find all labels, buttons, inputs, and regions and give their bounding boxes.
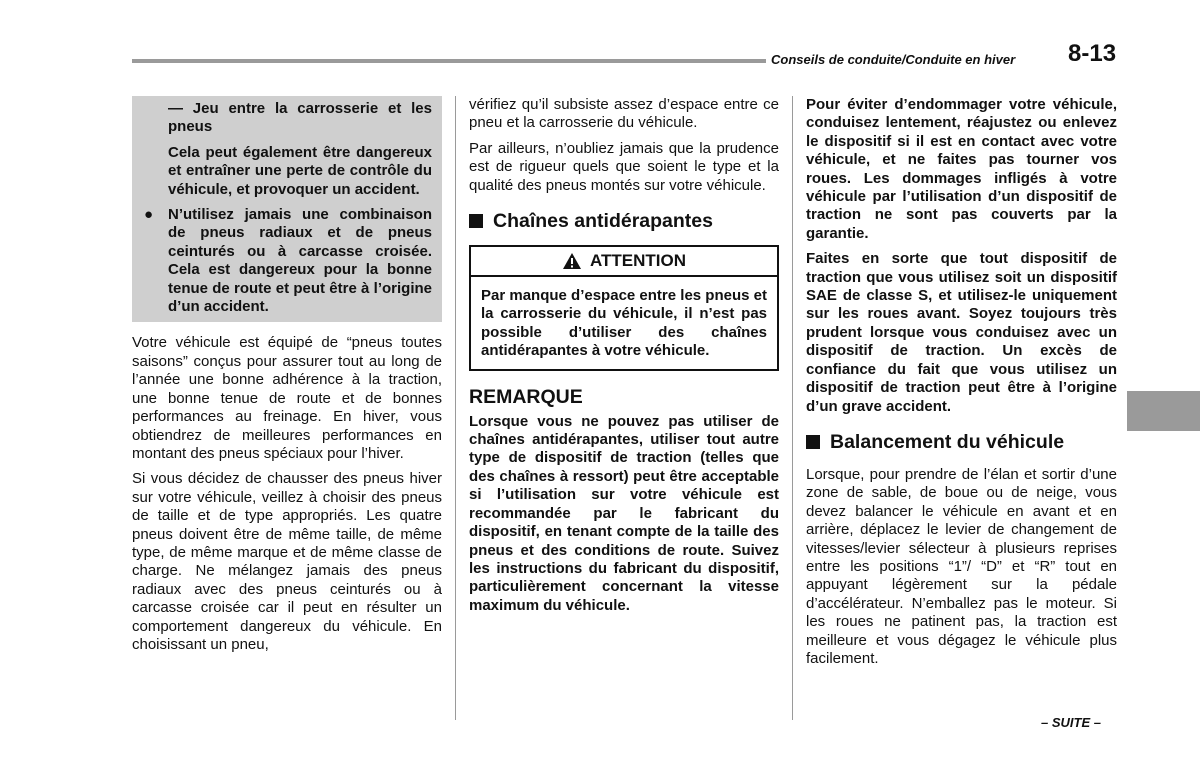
attention-text: Par manque d’espace entre les pneus et la carrosserie du véhicule, il n’est pas possible d’utiliser des chaînes antidérapantes à votre véhicule.	[481, 287, 767, 360]
column-divider-2	[792, 96, 793, 720]
note-title: REMARQUE	[469, 385, 583, 408]
section-heading-text: Chaînes antidérapantes	[493, 210, 713, 233]
header-section-title: Conseils de conduite/Conduite en hiver	[771, 52, 1016, 67]
box-heading: — Jeu entre la carrosserie et les pneus	[168, 100, 432, 136]
page-number: 8-13	[1068, 40, 1117, 67]
attention-header	[471, 247, 777, 277]
attention-box	[469, 245, 779, 371]
section-heading-text: Balancement du véhicule	[830, 430, 1065, 453]
bold-paragraph: Pour éviter d’endommager votre véhicule, conduisez lentement, réajustez ou enlevez le dispositif si il est en contact avec votre véhicule, et ne faites pas tourner vos roues. Les dommages infligés à votre véhicule par l’utilisation d’un dispositif de traction ne sont pas couverts par la garantie.	[806, 96, 1117, 242]
header-rule	[132, 59, 766, 63]
body-paragraph: Lorsque, pour prendre de l’élan et sortir d’une zone de sable, de boue ou de neige, vous devez balancer le véhicule en avant et en arrière, déplacez le levier de changement de vitesses/levier sélecteur à plusieurs reprises entre les positions “1”/ “D” et “R” tout en appuyant légèrement sur la pédale d’accélérateur. N’emballez pas le moteur. Si les roues ne patinent pas, la traction est meilleure et vous dégagez le véhicule plus facilement.	[806, 465, 1117, 667]
chapter-thumb-tab	[1127, 391, 1200, 431]
section-square-icon	[469, 214, 483, 228]
box-bullet-item	[142, 206, 432, 316]
bold-paragraph: Faites en sorte que tout dispositif de traction que vous utilisez soit un dispositif SAE de classe S, et utilisez-le uniquement sur les roues avant. Soyez toujours très prudent lorsque vous conduisez avec un dispositif de traction. Un excès de confiance du fait que vous utilisez un dispositif de traction peut être à l’origine d’un grave accident.	[806, 250, 1117, 415]
column-divider-1	[455, 96, 456, 720]
column-2	[469, 96, 779, 622]
bullet-text: N’utilisez jamais une combinaison de pneus radiaux et de pneus ceinturés ou à carcasse croisée. Cela est dangereux pour la bonne tenue de route et peut être à l’origine d’un accident.	[168, 206, 432, 316]
section-square-icon	[806, 435, 820, 449]
body-paragraph: vérifiez qu’il subsiste assez d’espace entre ce pneu et la carrosserie du véhicule.	[469, 96, 779, 132]
body-paragraph: Votre véhicule est équipé de “pneus toutes saisons” conçus pour assurer tout au long de l’année une bonne adhérence à la traction, une bonne tenue de route et de bonnes performances au freinage. En hiver, vous obtiendrez de meilleures performances en montant des pneus spéciaux pour l’hiver.	[132, 334, 442, 462]
body-paragraph: Si vous décidez de chausser des pneus hiver sur votre véhicule, veillez à choisir des pneus de taille et de type appropriés. Les quatre pneus doivent être de même taille, de même type, de même marque et de même classe de charge. Ne mélangez jamais des pneus radiaux avec des pneus ceinturés ou à carcasse croisée car il peut en résulter un comportement dangereux du véhicule. En choisissant un pneu,	[132, 470, 442, 653]
section-heading-chains	[469, 209, 779, 233]
section-heading-rocking	[806, 430, 1117, 454]
body-paragraph: Par ailleurs, n’oubliez jamais que la prudence est de rigueur quels que soient le type et la qualité des pneus montés sur votre véhicule.	[469, 139, 779, 194]
column-1	[132, 96, 442, 661]
warning-triangle-icon	[562, 252, 582, 270]
warning-continuation-box	[132, 96, 442, 322]
bullet-icon: ●	[144, 206, 154, 224]
attention-label: ATTENTION	[589, 250, 686, 270]
continued-label: – SUITE –	[1041, 715, 1101, 730]
note-text: Lorsque vous ne pouvez pas utiliser de chaînes antidérapantes, utiliser tout autre type de dispositif de traction (telles que des chaînes à ressort) peut être acceptable si l’utilisation sur votre véhicule est recommandée par le fabricant du dispositif, en tenant compte de la taille des pneus et des conditions de route. Suivez les instructions du fabricant du dispositif, particulièrement concernant la vitesse maximum du véhicule.	[469, 412, 779, 614]
box-text: Cela peut également être dangereux et entraîner une perte de contrôle du véhicule, et provoquer un accident.	[168, 143, 432, 198]
column-3	[806, 96, 1117, 675]
